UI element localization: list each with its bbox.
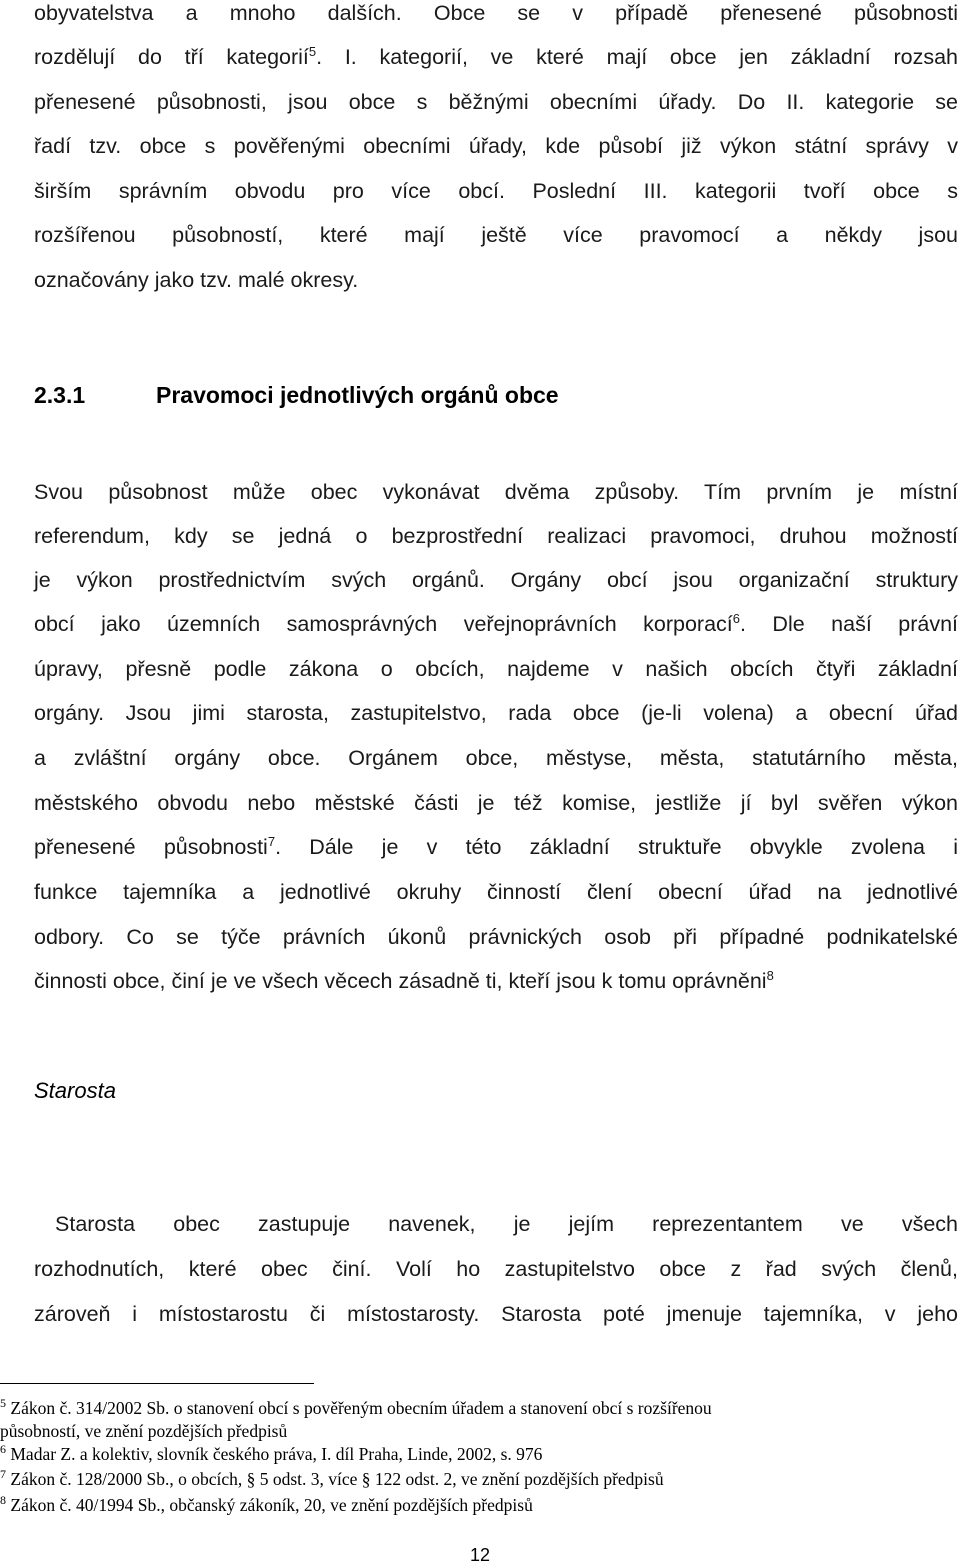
footnote-number: 7 [0,1467,6,1482]
text-line: řadí tzv. obce s pověřenými obecními úřady, kde působí již výkon státní správy v [34,134,958,158]
footnote-ref-7: 7 [267,833,276,849]
text-line: úpravy, přesně podle zákona o obcích, najdeme v našich obcích čtyři základní [34,657,958,681]
footnote-number: 6 [0,1442,6,1457]
text-span: přenesené působnosti [34,835,268,859]
text-line: je výkon prostřednictvím svých orgánů. Orgány obcí jsou organizační struktury [34,568,958,592]
footnote-number: 5 [0,1396,6,1411]
text-line: referendum, kdy se jedná o bezprostřední realizaci pravomoci, druhou možností [34,524,958,548]
section-number: 2.3.1 [34,382,86,408]
text-line: Svou působnost může obec vykonávat dvěma způsoby. Tím prvním je místní [34,480,958,504]
text-line: označovány jako tzv. malé okresy. [34,268,359,292]
text-span: činnosti obce, činí je ve všech věcech zásadně ti, kteří jsou k tomu oprávněni [34,969,767,993]
text-line [34,834,958,860]
page-number: 12 [470,1545,491,1565]
text-span: obcí jako územních samosprávných veřejnoprávních korporací [34,612,733,636]
footnote-ref-6: 6 [732,610,740,626]
text-span: rozdělují do tří kategorií [34,45,309,69]
text-line [34,968,958,994]
text-line: širším správním obvodu pro více obcí. Poslední III. kategorii tvoří obce s [34,179,958,203]
footnote-8 [0,1495,940,1516]
footnote-ref-5: 5 [308,43,317,59]
text-span: . Dle naší právní [740,612,959,636]
text-line: odbory. Co se týče právních úkonů právnických osob při případné podnikatelské [34,925,958,949]
section-title: Pravomoci jednotlivých orgánů obce [156,382,559,408]
text-line [34,611,958,637]
section-heading [34,381,934,409]
footnote-5 [0,1398,940,1419]
footnote-text: Zákon č. 128/2000 Sb., o obcích, § 5 odst. 3, více § 122 odst. 2, ve znění pozdějších předpisů [6,1469,664,1489]
footnote-6 [0,1444,940,1465]
text-line: přenesené působnosti, jsou obce s běžnými obecními úřady. Do II. kategorie se [34,90,958,114]
text-line: rozhodnutích, které obec činí. Volí ho zastupitelstvo obce z řad svých členů, [34,1257,958,1281]
footnote-text: Zákon č. 40/1994 Sb., občanský zákoník, 20, ve znění pozdějších předpisů [6,1495,533,1515]
text-line: Starosta obec zastupuje navenek, je jejím reprezentantem ve všech [55,1212,958,1236]
text-line: orgány. Jsou jimi starosta, zastupitelstvo, rada obce (je-li volena) a obecní úřad [34,701,958,725]
text-line: obyvatelstva a mnoho dalších. Obce se v případě přenesené působnosti [34,1,958,25]
footnote-ref-8: 8 [766,967,774,983]
text-line: městského obvodu nebo městské části je též komise, jestliže jí byl svěřen výkon [34,791,958,815]
text-span: . I. kategorií, ve které mají obce jen základní rozsah [316,45,958,69]
footnote-7 [0,1469,940,1490]
text-line: zároveň i místostarostu či místostarosty. Starosta poté jmenuje tajemníka, v jeho [34,1302,958,1326]
footnote-separator [0,1383,314,1384]
footnote-5-continuation: působností, ve znění pozdějších předpisů [0,1421,288,1441]
footnote-number: 8 [0,1493,6,1508]
text-line: rozšířenou působností, které mají ještě více pravomocí a někdy jsou [34,223,958,247]
footnote-text: Zákon č. 314/2002 Sb. o stanovení obcí s pověřeným obecním úřadem a stanovení obcí s rozšířenou [6,1398,712,1418]
text-span: . Dále je v této základní struktuře obvykle zvolena i [275,835,959,859]
footnote-text: Madar Z. a kolektiv, slovník českého práva, I. díl Praha, Linde, 2002, s. 976 [6,1444,543,1464]
subheading-starosta: Starosta [34,1078,116,1103]
text-line: funkce tajemníka a jednotlivé okruhy činností člení obecní úřad na jednotlivé [34,880,958,904]
text-line [34,44,958,70]
text-line: a zvláštní orgány obce. Orgánem obce, městyse, města, statutárního města, [34,746,958,770]
